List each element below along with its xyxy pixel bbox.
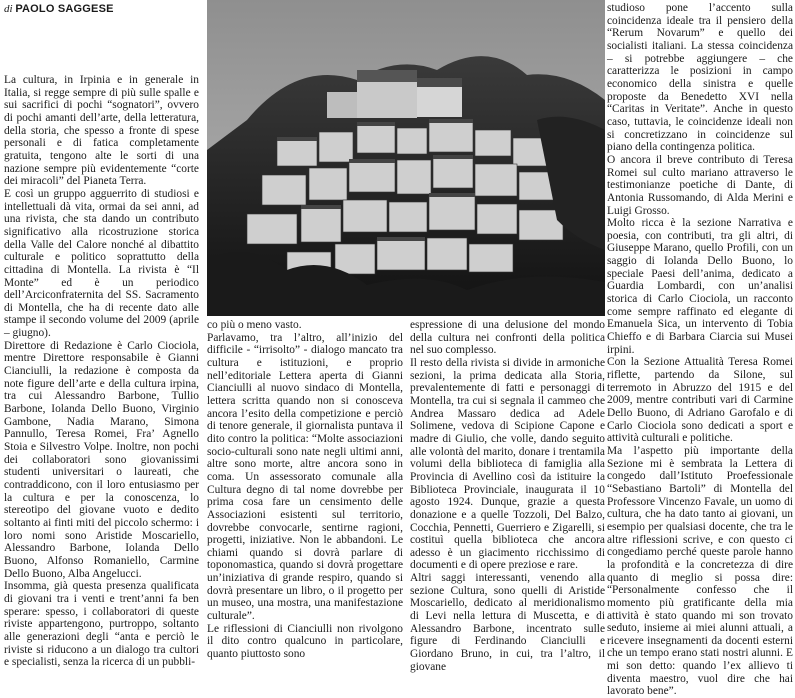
paragraph: Altri saggi interessanti, venendo alla sezione Cultura, sono quelli di Aristide Moscariello, dedicato al meridionalismo di Levi nella lettura di Muscetta, e di Alessandro Barbone, incentrato sulle figure di Ferdinando Cianciulli e Giordano Bruno, in cui, tra l’altro, il giovane	[410, 572, 605, 673]
paragraph: Molto ricca è la sezione Narrativa e poesia, con contributi, tra gli altri, di Giuseppe Marano, quello Profili, con un saggio di Iolanda Dello Buono, lo speciale Paesi dell’anima, dedicato a Guardia Lombardi, con un’analisi storica di Carlo Ciociola, un racconto come sempre raffinato ed elegante di Emanuela Sica, un intervento di Tobia Chieffo e di Barbara Ciarcia sui Musei irpini.	[607, 217, 793, 356]
article-column-1	[4, 74, 199, 669]
paragraph: studioso pone l’accento sulla coincidenza ideale tra il pensiero della “Rerum Novarum” e quello dei socialisti italiani. La stessa coincidenza – si potrebbe aggiungere – che caratterizza le posizioni in campo economico della sinistra e quelle proposte da Benedetto XVI nella “Caritas in Veritate”. Anche in questo caso, tuttavia, le coincidenze ideali non si concretizzano in coincidenze sul piano della contingenza politica.	[607, 2, 793, 154]
article-column-4	[607, 2, 793, 698]
paragraph: Le riflessioni di Cianciulli non rivolgono il dito contro qualcuno in particolare, quanto piuttosto sono	[207, 622, 403, 661]
byline	[4, 3, 204, 15]
paragraph: La cultura, in Irpinia e in generale in Italia, si regge sempre di più sulle spalle e sui sacrifici di pochi “sognatori”, ovvero di pochi amanti dell’arte, della letteratura, della storia, che spesso a fronte di spese personali e di fatica completamente gratuita, tengono alte le sorti di una nazione sempre più evidentemente “corte dei miracoli” del Pianeta Terra.	[4, 74, 199, 188]
paragraph: E così un gruppo agguerrito di studiosi e intellettuali dà vita, ormai da sei anni, ad una rivista, che sta dando un contributo significativo alla ricostruzione storica della Valle del Calore nonché al dibattito culturale e politico soprattutto della cittadina di Montella. La rivista è “Il Monte” ed è un periodico dell’Arciconfraternita del SS. Sacramento di Montella, che ha di recente dato alle stampe il secondo volume del 2009 (aprile – giugno).	[4, 187, 199, 340]
article-column-2	[207, 319, 403, 662]
village-photo	[207, 0, 605, 316]
paragraph: Ma l’aspetto più importante della Sezione mi è sembrata la Lettera di congedo dall’Istituto Proefessionale “Sebastiano Bartoli” di Montella del Professore Vincenzo Favale, un uomo di cultura, che ha dato tanto ai giovani, un esempio per qualsiasi docente, che tra le altre riflessioni scrive, e con questo ci congediamo perché queste parole hanno la profondità e la concretezza di dire quanto di meglio si possa dire: “Personalmente confesso che il momento più gratificante della mia attività è stato quando mi son trovato seduto, insieme ai miei alunni attuali, a ricevere insegnamenti da docenti esterni che un tempo erano stati nostri alunni. E mi son detto: quando l’ex allievo ti diventa maestro, vuol dire che hai lavorato bene”.	[607, 444, 793, 698]
paragraph: Insomma, già questa presenza qualificata di giovani tra i venti e trent’anni fa ben sperare: spesso, i collaboratori di queste riviste appartengono, purtroppo, soltanto alle generazioni degli “anta e perciò le riviste si riducono a un dialogo tra cultori e specialisti, senza la ricerca di un pubbli-	[4, 580, 199, 669]
paragraph: Il resto della rivista si divide in armoniche sezioni, la prima dedicata alla Storia, prevalentemente di fatti e personaggi di Montella, tra cui si segnala il cammeo che Andrea Massaro dedica ad Adele Solimene, vedova di Scipione Capone e madre di Giulio, che volle, dando seguito alle volontà del marito, donare i trentamila volumi della biblioteca di famiglia alla Provincia di Avellino così da istituire la Biblioteca Provinciale, inaugurata il 10 agosto 1924. Dunque, grazie a questa donazione e a quelle Tozzoli, Del Balzo, Cocchia, Pennetti, Guerriero e Zigarelli, si costituì quella biblioteca che ancora adesso è un giacimento ricchissimo di documenti e di opere preziose e rare.	[410, 356, 605, 572]
hilltop-village-image	[207, 0, 605, 316]
paragraph: co più o meno vasto.	[207, 319, 302, 331]
paragraph: Parlavamo, tra l’altro, all’inizio del difficile - “irrisolto” - dialogo mancato tra cultura e istituzioni, e proprio nell’editoriale Lettera aperta di Gianni Cianciulli al nuovo sindaco di Montella, lettera scritta quando non si conosceva ancora l’esito della competizione e perciò di tenore generale, il giornalista puntava il dito contro la politica: “Molte associazioni socio-culturali sono nate negli ultimi anni, altre sono morte, altre ancora sono in coma. Un assessorato comunale alla Cultura degno di tal nome dovrebbe per prima cosa fare un censimento delle Associazioni esistenti sul territorio, dovrebbe convocarle, sentirne ragioni, progetti, iniziative. Non le abbandoni. Le chiami quando si dovrà parlare di toponomastica, quando si dovrà progettare un’iniziativa di grande respiro, quando si dovrà presentare un libro, o il progetto per un museo, una mostra, una manifestazione culturale”.	[207, 331, 403, 623]
byline-author: PAOLO SAGGESE	[15, 3, 114, 15]
paragraph: espressione di una delusione del mondo della cultura nei confronti della politica nel suo complesso.	[410, 319, 605, 357]
paragraph: Direttore di Redazione è Carlo Ciociola, mentre Direttore responsabile è Gianni Cianciulli, la redazione è composta da note figure dell’arte e della cultura irpina, tra cui Alessandro Barbone, Tullio Barbone, Iolanda Dello Buono, Virginio Gambone, Nadia Marano, Simona Pannullo, Teresa Romei, Fra’ Agnello Stoia e Silvestro Volpe. Inoltre, non pochi dei collaboratori sono giovanissimi studenti universitari o laureati, che contraddicono, con il loro entusiasmo per la cultura e per la conoscenza, lo stereotipo del giovane vuoto e dedito soltanto ai finti miti del piccolo schermo: i loro nomi sono Aristide Moscariello, Alessandro Barbone, Iolanda Dello Buono, Alfonso Romaniello, Carmine Dello Buono, Alba Angelucci.	[4, 339, 199, 580]
paragraph: O ancora il breve contributo di Teresa Romei sul culto mariano attraverso le testimonianze poetiche di Dante, di Antonia Russomando, di Alda Merini e Luigi Grosso.	[607, 153, 793, 217]
byline-prefix: di	[4, 3, 13, 15]
article-column-3	[410, 319, 605, 673]
paragraph: Con la Sezione Attualità Teresa Romei riflette, partendo da Silone, sul terremoto in Abruzzo del 1915 e del 2009, mentre contributi vari di Carmine Dello Buono, di Adriano Garofalo e di Carlo Ciociola sono dedicati a sport e attività culturali e politiche.	[607, 356, 793, 445]
